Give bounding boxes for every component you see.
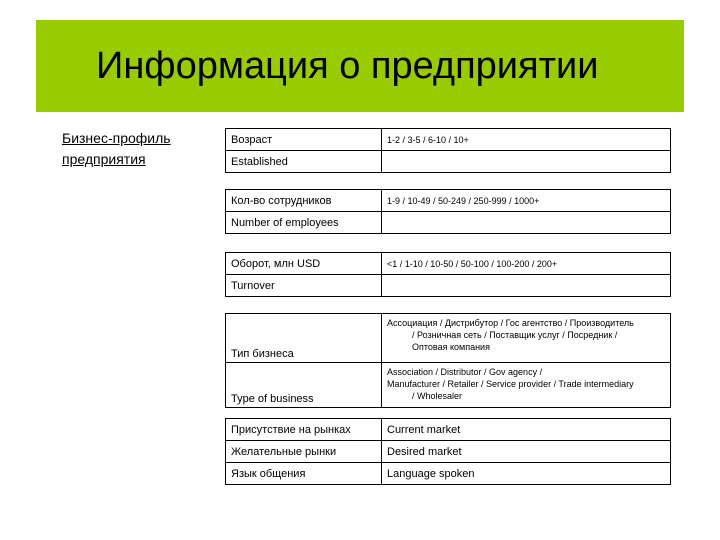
table-row	[226, 363, 671, 408]
table-row	[226, 212, 671, 234]
language-label-ru: Язык общения	[226, 463, 382, 485]
section-label-line1: Бизнес-профиль	[62, 130, 171, 146]
table-row	[226, 463, 671, 485]
table-row	[226, 275, 671, 297]
business-type-label-en: Type of business	[226, 363, 382, 408]
table-row	[226, 441, 671, 463]
table-row	[226, 129, 671, 151]
markets-desired-label-en: Desired market	[382, 441, 671, 463]
employees-label-en: Number of employees	[226, 212, 382, 234]
age-label-en: Established	[226, 151, 382, 173]
table-row	[226, 253, 671, 275]
business-type-options-en	[382, 363, 671, 408]
title-banner	[36, 20, 684, 112]
age-label-ru: Возраст	[226, 129, 382, 151]
turnover-value-cell	[382, 275, 671, 297]
business-type-options-en-line1: Association / Distributor / Gov agency /	[387, 367, 543, 377]
business-type-options-en-line2: Manufacturer / Retailer / Service provider / Trade intermediary	[387, 379, 634, 389]
business-type-options-ru	[382, 314, 671, 363]
section-label	[62, 128, 171, 170]
business-type-options-ru-line3: Оптовая компания	[412, 342, 490, 352]
employees-table	[225, 189, 671, 234]
markets-desired-label-ru: Желательные рынки	[226, 441, 382, 463]
table-row	[226, 151, 671, 173]
table-row	[226, 314, 671, 363]
business-type-options-ru-line1: Ассоциация / Дистрибутор / Гос агентство / Производитель	[387, 318, 634, 328]
markets-current-label-en: Current market	[382, 419, 671, 441]
age-value-cell	[382, 151, 671, 173]
business-type-table	[225, 313, 671, 408]
page-title: Информация о предприятии	[96, 44, 599, 87]
age-table	[225, 128, 671, 173]
employees-value-cell	[382, 212, 671, 234]
turnover-label-ru: Оборот, млн USD	[226, 253, 382, 275]
business-type-label-ru: Тип бизнеса	[226, 314, 382, 363]
turnover-label-en: Turnover	[226, 275, 382, 297]
turnover-options: <1 / 1-10 / 10-50 / 50-100 / 100-200 / 200+	[382, 253, 671, 275]
employees-options: 1-9 / 10-49 / 50-249 / 250-999 / 1000+	[382, 190, 671, 212]
table-row	[226, 419, 671, 441]
turnover-table	[225, 252, 671, 297]
business-type-options-en-line3: / Wholesaler	[412, 391, 463, 401]
markets-current-label-ru: Присутствие на рынках	[226, 419, 382, 441]
business-type-options-ru-line2: / Розничная сеть / Поставщик услуг / Посредник /	[412, 330, 618, 340]
section-label-line2: предприятия	[62, 151, 146, 167]
age-options: 1-2 / 3-5 / 6-10 / 10+	[382, 129, 671, 151]
employees-label-ru: Кол-во сотрудников	[226, 190, 382, 212]
table-row	[226, 190, 671, 212]
markets-table	[225, 418, 671, 485]
language-label-en: Language spoken	[382, 463, 671, 485]
